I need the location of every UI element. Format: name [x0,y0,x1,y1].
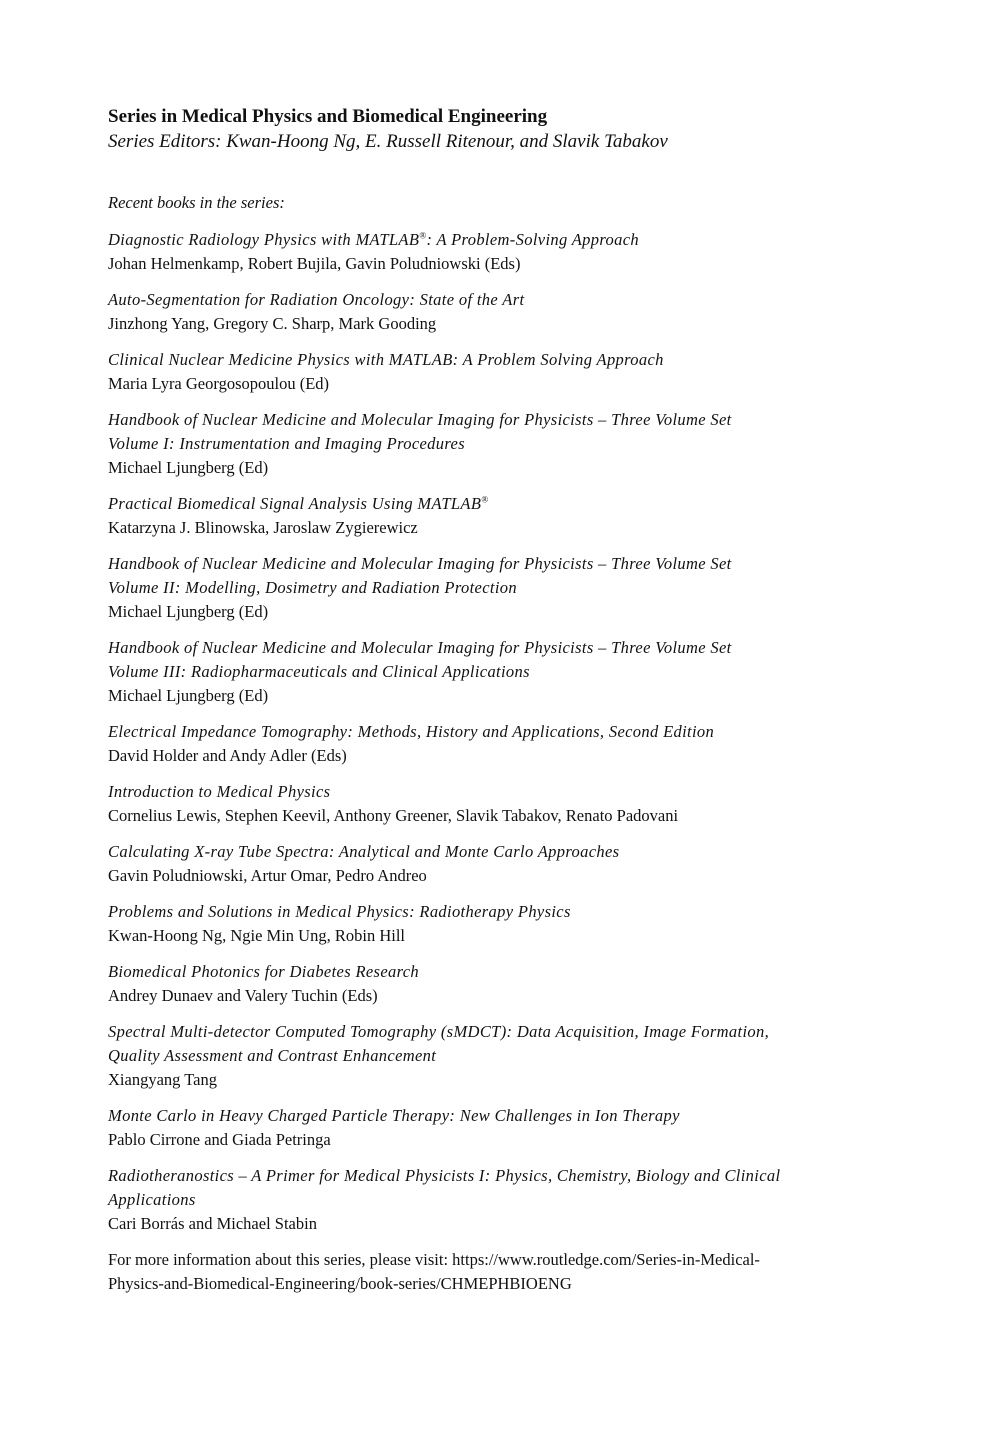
book-entry [108,288,908,336]
book-list [108,228,908,1236]
book-title-line: Applications [108,1190,196,1209]
book-entry [108,1104,908,1152]
book-entry [108,960,908,1008]
book-entry [108,840,908,888]
book-title-line: Problems and Solutions in Medical Physics: Radiotherapy Physics [108,902,571,921]
book-title-line: Volume III: Radiopharmaceuticals and Clinical Applications [108,662,530,681]
book-title-line: Radiotheranostics – A Primer for Medical Physicists I: Physics, Chemistry, Biology and Clinical [108,1166,781,1185]
book-authors: Cornelius Lewis, Stephen Keevil, Anthony Greener, Slavik Tabakov, Renato Padovani [108,806,679,825]
book-title-line: Quality Assessment and Contrast Enhancement [108,1046,437,1065]
book-title-line: Diagnostic Radiology Physics with MATLAB®: A Problem-Solving Approach [108,230,640,249]
book-authors: David Holder and Andy Adler (Eds) [108,746,347,765]
book-title-line: Handbook of Nuclear Medicine and Molecular Imaging for Physicists – Three Volume Set [108,410,732,429]
series-page [108,104,908,1296]
footer-line-1: For more information about this series, please visit: https://www.routledge.com/Series-in-Medical- [108,1250,760,1269]
book-entry [108,900,908,948]
book-authors: Maria Lyra Georgosopoulou (Ed) [108,374,330,393]
book-title-line: Spectral Multi-detector Computed Tomography (sMDCT): Data Acquisition, Image Formation, [108,1022,770,1041]
book-title-line: Clinical Nuclear Medicine Physics with MATLAB: A Problem Solving Approach [108,350,664,369]
book-authors: Pablo Cirrone and Giada Petringa [108,1130,331,1149]
book-entry [108,408,908,480]
book-authors: Johan Helmenkamp, Robert Bujila, Gavin Poludniowski (Eds) [108,254,521,273]
book-title-line: Biomedical Photonics for Diabetes Research [108,962,420,981]
book-title-line: Calculating X-ray Tube Spectra: Analytical and Monte Carlo Approaches [108,842,620,861]
book-entry [108,348,908,396]
book-authors: Katarzyna J. Blinowska, Jaroslaw Zygierewicz [108,518,418,537]
book-title-line: Monte Carlo in Heavy Charged Particle Therapy: New Challenges in Ion Therapy [108,1106,680,1125]
series-info-footer [108,1248,908,1296]
book-entry [108,720,908,768]
book-title-line: Volume I: Instrumentation and Imaging Procedures [108,434,465,453]
book-authors: Xiangyang Tang [108,1070,217,1089]
book-authors: Michael Ljungberg (Ed) [108,686,269,705]
book-entry [108,552,908,624]
footer-line-2: Physics-and-Biomedical-Engineering/book-series/CHMEPHBIOENG [108,1274,572,1293]
book-authors: Cari Borrás and Michael Stabin [108,1214,317,1233]
book-authors: Michael Ljungberg (Ed) [108,602,269,621]
book-entry [108,492,908,540]
book-title-line: Electrical Impedance Tomography: Methods, History and Applications, Second Edition [108,722,715,741]
book-entry [108,1164,908,1236]
book-title-line: Auto-Segmentation for Radiation Oncology: State of the Art [108,290,525,309]
book-entry [108,1020,908,1092]
book-authors: Kwan-Hoong Ng, Ngie Min Ung, Robin Hill [108,926,405,945]
book-title-line: Volume II: Modelling, Dosimetry and Radiation Protection [108,578,517,597]
recent-books-label: Recent books in the series: [108,193,285,212]
book-authors: Andrey Dunaev and Valery Tuchin (Eds) [108,986,378,1005]
book-title-line: Introduction to Medical Physics [108,782,331,801]
series-editors: Series Editors: Kwan-Hoong Ng, E. Russell Ritenour, and Slavik Tabakov [108,131,668,152]
book-entry [108,636,908,708]
book-entry [108,228,908,276]
book-title-line: Practical Biomedical Signal Analysis Using MATLAB® [108,494,489,513]
series-title: Series in Medical Physics and Biomedical Engineering [108,106,548,127]
book-title-line: Handbook of Nuclear Medicine and Molecular Imaging for Physicists – Three Volume Set [108,638,732,657]
book-entry [108,780,908,828]
book-authors: Jinzhong Yang, Gregory C. Sharp, Mark Gooding [108,314,437,333]
book-title-line: Handbook of Nuclear Medicine and Molecular Imaging for Physicists – Three Volume Set [108,554,732,573]
book-authors: Gavin Poludniowski, Artur Omar, Pedro Andreo [108,866,427,885]
book-authors: Michael Ljungberg (Ed) [108,458,269,477]
